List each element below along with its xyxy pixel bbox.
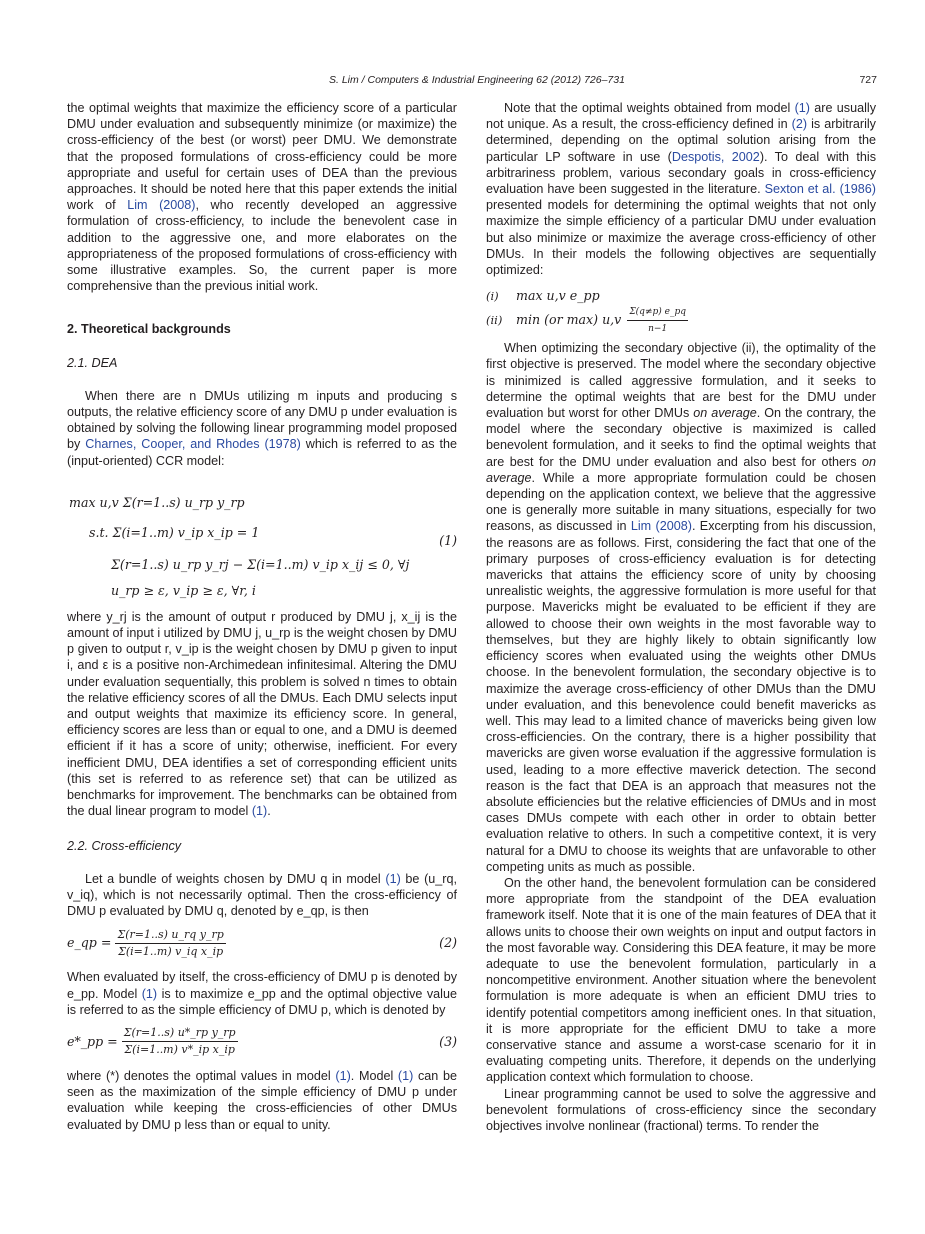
eq3-denominator: Σ(i=1..m) v*_ip x_ip	[124, 1043, 235, 1057]
eq2-fraction	[115, 927, 225, 960]
objective-ii-numerator: Σ(q≠p) e_pq	[627, 304, 688, 321]
text-run: . While a more appropriate formulation could be chosen depending on the application context, we believe that the aggressive one is generally more suitable in many situations, especially for two reasons, as discussed in	[486, 470, 876, 534]
emphasis-on-average: on average	[693, 406, 757, 421]
eq3-fraction	[122, 1025, 238, 1058]
objective-ii	[486, 308, 876, 332]
citation-sexton[interactable]: Sexton et al. (1986)	[764, 182, 876, 197]
equation-1	[67, 481, 457, 599]
text-run: When optimizing the secondary objective (ii), the optimality of the first objective is preserved. The model where the secondary objective is minimized is called aggressive formulation, and it seeks to determine the optimal weights that are best for the DMU under evaluation but worst for other DMUs	[486, 341, 876, 421]
right-column	[486, 100, 876, 1134]
optimal-values-paragraph	[67, 1068, 457, 1133]
page-number: 727	[859, 74, 877, 86]
objective-ii-denominator: n−1	[648, 323, 668, 334]
self-eval-paragraph	[67, 969, 457, 1018]
benevolent-paragraph: On the other hand, the benevolent formulation can be considered more appropriate from the standpoint of the DEA evaluation framework itself. Note that it is one of the main features of DEA that it allows units to choose their own weights on input and output factors in the most favorable way. Considering this DEA feature, it may be more adequate to use the benevolent formulation, particularly in a noncompetitive environment. Another situation where the benevolent formulation is more adequate is when an efficient DMU tries to identify potential competitors among inefficient ones. In that situation, it is more appropriate for the efficient DMU to take a more conservative stance and assume a worst-case scenario for it in evaluating competing units. Therefore, it depends on the underlying application context which formulation to choose.	[486, 875, 876, 1085]
text-run: When evaluated by itself, the cross-efficiency of DMU p is denoted by e_pp. Model	[67, 970, 457, 1001]
linear-programming-paragraph: Linear programming cannot be used to solve the aggressive and benevolent formulations of cross-efficiency since the secondary objectives involve nonlinear (fractional) terms. To render the	[486, 1086, 876, 1133]
ref-model-1[interactable]: (1)	[397, 1068, 414, 1083]
eq1-number: (1)	[439, 532, 457, 548]
text-run: is to maximize e_pp and the optimal objective value is referred to as the simple efficiency of DMU p, which is denoted by	[67, 986, 457, 1017]
objective-i-label: (i)	[486, 289, 499, 304]
eq2-number: (2)	[439, 935, 457, 951]
objectives-list	[486, 284, 876, 332]
ref-model-1[interactable]: (1)	[385, 871, 401, 886]
running-header: S. Lim / Computers & Industrial Engineering 62 (2012) 726–731	[329, 74, 625, 86]
ref-equation-2[interactable]: (2)	[791, 117, 808, 132]
where-paragraph	[67, 609, 457, 820]
eq1-constraint-2: Σ(r=1..s) u_rp y_rj − Σ(i=1..m) v_ip x_ij ≤ 0, ∀j	[111, 556, 410, 572]
eq1-constraint-1: s.t. Σ(i=1..m) v_ip x_ip = 1	[89, 524, 260, 540]
text-run: . On the contrary, the model where the secondary objective is maximized is called benevolent formulation, and it seeks to find the optimal weights that are best for the DMU under evaluation and also best for others	[486, 406, 876, 469]
eq1-constraint-3: u_rp ≥ ε, v_ip ≥ ε, ∀r, i	[111, 582, 256, 598]
dea-paragraph	[67, 388, 457, 469]
uniqueness-paragraph	[486, 100, 876, 278]
eq2-numerator: Σ(r=1..s) u_rq y_rp	[115, 927, 225, 944]
aggressive-paragraph	[486, 340, 876, 875]
text-run: where (*) denotes the optimal values in model	[67, 1068, 336, 1083]
citation-lim-2008[interactable]: Lim (2008)	[630, 519, 692, 534]
ref-model-1[interactable]: (1)	[141, 986, 158, 1001]
text-run: .	[267, 804, 271, 819]
text-run: When there are n DMUs utilizing m inputs and producing s outputs, the relative efficiency score of any DMU p under evaluation is obtained by solving the following linear programming model proposed by	[67, 388, 457, 452]
objective-i-text: max u,v e_pp	[516, 288, 600, 304]
ref-model-1[interactable]: (1)	[251, 804, 268, 819]
citation-ccr[interactable]: Charnes, Cooper, and Rhodes (1978)	[85, 437, 301, 452]
ref-model-1[interactable]: (1)	[794, 101, 810, 115]
text-run: Let a bundle of weights chosen by DMU q in model	[85, 871, 386, 886]
subsection-cross-efficiency: 2.2. Cross-efficiency	[67, 838, 182, 853]
eq3-lhs: e*_pp =	[67, 1033, 118, 1049]
subsection-dea: 2.1. DEA	[67, 355, 118, 370]
equation-3	[67, 1024, 457, 1060]
objective-ii-fraction	[627, 304, 688, 337]
citation-despotis[interactable]: Despotis, 2002	[671, 149, 760, 164]
objective-ii-label: (ii)	[486, 313, 503, 328]
citation-lim-2008[interactable]: Lim (2008)	[127, 198, 196, 213]
emphasis-on-average: on average	[486, 454, 876, 485]
text-run: where y_rj is the amount of output r produced by DMU j, x_ij is the amount of input i utilized by DMU j, u_rp is the weight chosen by DMU p given to output r, v_ip is the weight chosen by DMU p given to input i, and ε is a positive non-Archimedean infinitesimal. Altering the DMU under evaluation sequentially, this problem is solved n times to obtain the relative efficiency scores of all the DMUs. Each DMU selects input and output weights that maximize its efficiency score. In general, efficiency scores are less than or equal to one, and a DMU is deemed efficient if it has a score of unity; otherwise, inefficient. For every inefficient DMU, DEA identifies a set of corresponding efficient units (this set is referred to as reference set) that can be utilized as benchmarks for improvement. The benchmarks can be obtained from the dual linear program to model	[67, 609, 457, 819]
text-run: which is referred to as the (input-oriented) CCR model:	[67, 437, 457, 468]
eq2-denominator: Σ(i=1..m) v_iq x_ip	[118, 944, 224, 958]
eq3-number: (3)	[439, 1033, 457, 1049]
text-run: is arbitrarily determined, depending on the optimal solution arising from the particular LP software in use (	[486, 117, 876, 164]
text-run: the optimal weights that maximize the efficiency score of a particular DMU under evaluation and subsequently minimize (or maximize) the cross-efficiency of the best (or worst) peer DMU. We demonstrate that the proposed formulations of cross-efficiency could be more appropriate and useful for certain uses of DEA than the previous approaches. It should be noted here that this paper extends the initial work of	[67, 101, 457, 213]
text-run: can be seen as the maximization of the simple efficiency of DMU p under evaluation while keeping the cross-efficiencies of other DMUs evaluated by DMU p less than or equal to unity.	[67, 1068, 457, 1132]
intro-paragraph	[67, 100, 457, 294]
ref-model-1[interactable]: (1)	[335, 1068, 351, 1083]
text-run: presented models for determining the optimal weights that not only maximize the simple efficiency of a particular DMU under evaluation but also minimize or maximize the average cross-efficiency of other DMUs. In their models the following objectives are sequentially optimized:	[486, 198, 876, 278]
objective-ii-text: min (or max) u,v	[516, 312, 622, 328]
text-run: , who recently developed an aggressive formulation of cross-efficiency, to include the benevolent case in addition to the aggressive one, and more elaborates on the appropriateness of the proposed formulations of cross-efficiency with some illustrative examples. So, the current paper is more comprehensive than the previous initial work.	[67, 198, 458, 294]
eq1-objective: max u,v Σ(r=1..s) u_rp y_rp	[69, 494, 245, 510]
left-column	[67, 100, 457, 1133]
text-run: ). To deal with this arbitrariness problem, various secondary goals in cross-efficiency evaluation have been suggested in the literature.	[486, 149, 876, 197]
equation-2	[67, 925, 457, 961]
cross-paragraph	[67, 871, 457, 920]
section-heading: 2. Theoretical backgrounds	[67, 322, 231, 337]
text-run: Note that the optimal weights obtained from model	[504, 101, 795, 115]
text-run: are usually not unique. As a result, the cross-efficiency defined in	[486, 101, 876, 132]
text-run: . Model	[350, 1068, 398, 1083]
text-run: . Excerpting from his discussion, the reasons are as follows. First, considering the fact that one of the primary purposes of cross-efficiency evaluation is for detecting mavericks that attains the efficiency score of unity by choosing unrealistic weights, the aggressive formulation is more useful for that purpose. Mavericks might be evaluated to be efficient if they are allowed to choose their own weights in the most favorable way to themselves, but they are highly likely to obtain significantly low efficiency scores when evaluated using the weights other DMUs choose. In the benevolent formulation, the secondary objective is to maximize the average cross-efficiency of other DMUs than the DMU under evaluation, and this benevolence could benefit mavericks as well. This may lead to a limited chance of mavericks being given low cross-efficiencies. On the contrary, there is a higher possibility that mavericks are given worse evaluation if the aggressive formulation is used, leading to a more effective maverick detection. The second reason is the fact that DEA is an approach that measures not the absolute efficiencies but the relative efficiencies of DMUs and in most cases DMUs compete with each other in order to obtain better evaluation relative to others. In such a competitive context, it is very natural for a DMU to choose its weights that are unfavorable to other competing units as much as possible.	[486, 519, 876, 874]
eq3-numerator: Σ(r=1..s) u*_rp y_rp	[122, 1025, 238, 1042]
eq2-lhs: e_qp =	[67, 935, 112, 951]
text-run: be (u_rq, v_iq), which is not necessarily optimal. Then the cross-efficiency of DMU p evaluated by DMU q, denoted by e_qp, is then	[67, 871, 457, 919]
